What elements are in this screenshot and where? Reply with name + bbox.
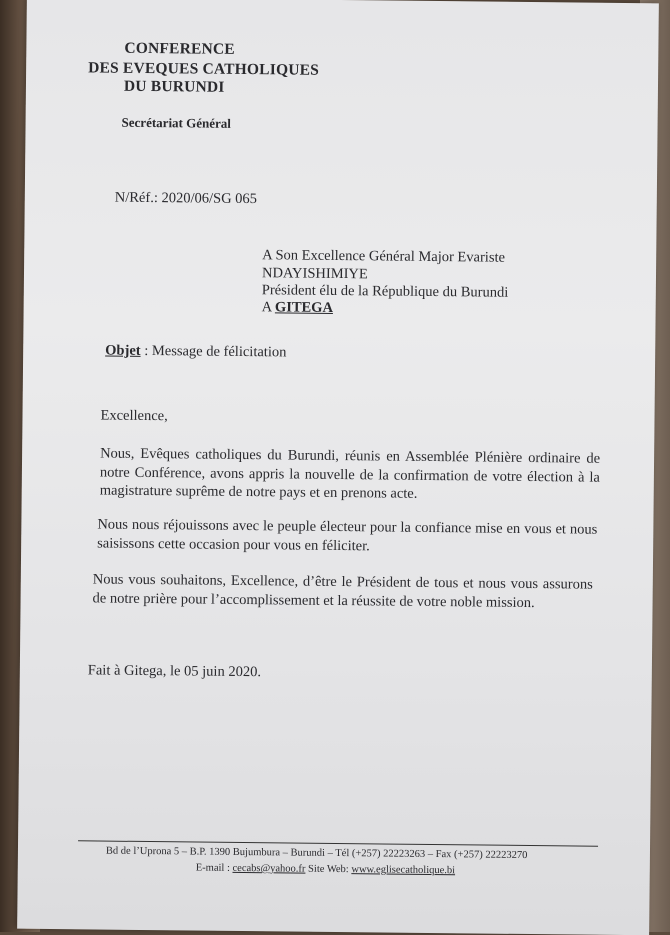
footer-email-link[interactable]: cecabs@yahoo.fr [232,862,306,875]
reference-number: N/Réf.: 2020/06/SG 065 [114,189,258,208]
letter-page [17,0,659,935]
closing-line: Fait à Gitega, le 05 juin 2020. [87,662,262,681]
department: Secrétariat Général [121,114,232,131]
letterhead-line-3: DU BURUNDI [123,77,225,96]
subject-line [105,343,286,362]
footer-email-label: E-mail : [195,862,233,874]
recipient-line-3: Président élu de la République du Burundi [261,282,509,301]
subject-separator: : [140,342,152,360]
footer-contacts [196,863,455,877]
footer-web-link[interactable]: www.eglisecatholique.bi [351,864,456,877]
recipient-place [262,299,333,317]
footer-address: Bd de l’Uprona 5 – B.P. 1390 Bujumbura – Burundi – Tél (+257) 22223263 – Fax (+257) 22223270 [105,845,528,862]
recipient-line-2: NDAYISHIMIYE [261,265,368,283]
paragraph-3: Nous vous souhaitons, Excellence, d’être le Président de tous et nous vous assurons de notre prière pour l’accomplissement et la réussite de votre noble mission. [92,571,593,611]
recipient-line-1: A Son Excellence Général Major Evariste [262,247,506,266]
paragraph-2: Nous nous réjouissons avec le peuple électeur pour la confiance mise en vous et nous saisissons cette occasion pour vous en féliciter. [97,516,598,554]
paragraph-1: Nous, Evêques catholiques du Burundi, réunis en Assemblée Plénière ordinaire de notre Conférence, avons appris la nouvelle de la confirmation de votre élection à la magistrature suprême de notre pays et en prenons acte. [99,445,601,502]
subject-label: Objet [105,342,141,359]
recipient-place-prefix: A [261,299,272,316]
letterhead-line-1: CONFERENCE [124,39,235,58]
footer-web-label: Site Web: [305,863,352,876]
letterhead-line-2: DES EVEQUES CATHOLIQUES [88,59,320,79]
subject-text: Message de félicitation [151,343,287,361]
recipient-place-city: GITEGA [274,299,334,316]
salutation: Excellence, [100,407,168,425]
